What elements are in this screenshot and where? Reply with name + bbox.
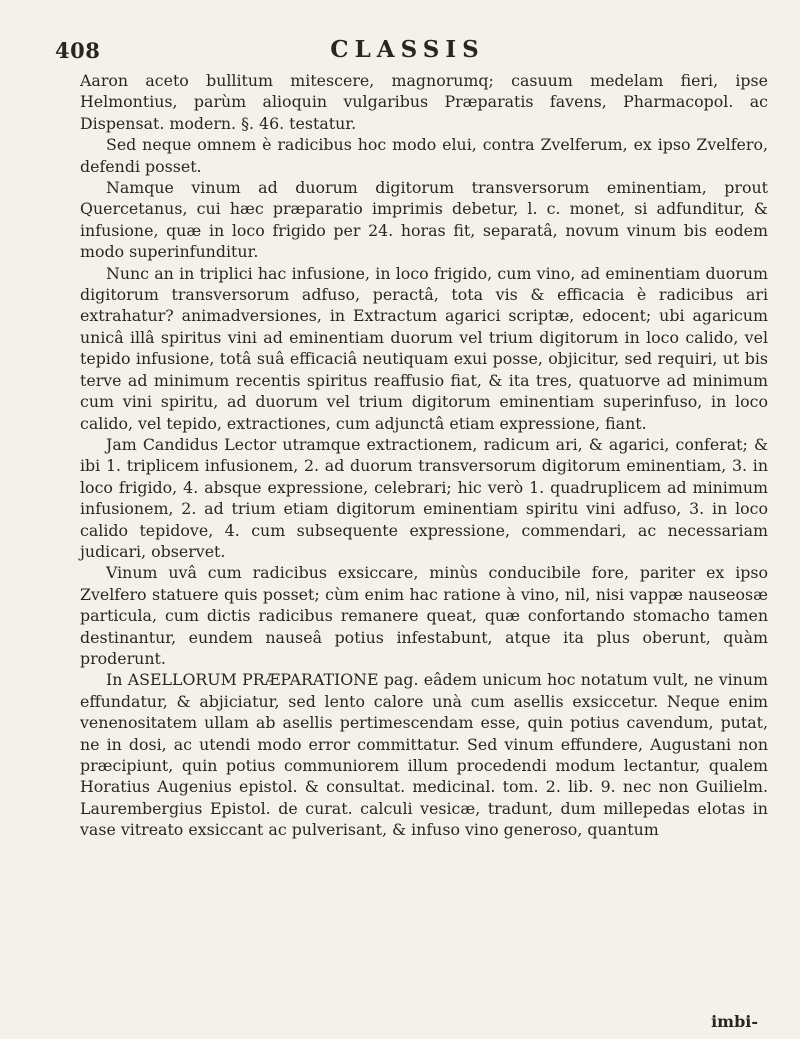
paragraph: Namque vinum ad duorum digitorum transversorum eminentiam, prout Quercetanus, cui hæc præparatio imprimis debetur, l. c. monet, si adfunditur, & infusione, quæ in loco frigido per 24. horas fit, separatâ, novum vinum bis eodem modo superinfunditur. bbox=[80, 178, 768, 262]
paragraph: In ASELLORUM PRÆPARATIONE pag. eâdem unicum hoc notatum vult, ne vinum effundatur, & abjiciatur, sed lento calore unà cum asellis exsiccetur. Neque enim venenositatem ullam ab asellis pertimescendam esse, quin potius cavendum, putat, ne in dosi, ac utendi modo error committatur. Sed vinum effundere, Augustani non præcipiunt, quin potius communiorem illum procedendi modum lectantur, qualem Horatius Augenius epistol. & consultat. medicinal. tom. 2. lib. 9. nec non Guilielm. Laurembergius Epistol. de curat. calculi vesicæ, tradunt, dum millepedas elotas in vase vitreato exsiccant ac pulverisant, & infuso vino generoso, quantum bbox=[80, 670, 768, 840]
body-text bbox=[80, 70, 768, 841]
page-header bbox=[55, 38, 760, 70]
paragraph: Aaron aceto bullitum mitescere, magnorumq; casuum medelam fieri, ipse Helmontius, parùm alioquin vulgaribus Præparatis favens, Pharmacopol. ac Dispensat. modern. §. 46. testatur. bbox=[80, 71, 768, 133]
paragraph: Vinum uvâ cum radicibus exsiccare, minùs conducibile fore, pariter ex ipso Zvelfero statuere quis posset; cùm enim hac ratione à vino, nil, nisi vappæ nauseosæ particula, cum dictis radicibus remanere queat, quæ confortando stomacho tamen destinantur, eundem nauseâ potius infestabunt, atque ita plus oberunt, quàm proderunt. bbox=[80, 563, 768, 668]
paragraph: Sed neque omnem è radicibus hoc modo elui, contra Zvelferum, ex ipso Zvelfero, defendi posset. bbox=[80, 135, 768, 176]
running-title: CLASSIS bbox=[330, 36, 485, 63]
catchword: imbi- bbox=[711, 1012, 758, 1031]
paragraph: Nunc an in triplici hac infusione, in loco frigido, cum vino, ad eminentiam duorum digitorum transversorum adfuso, peractâ, tota vis & efficacia è radicibus ari extrahatur? animadversiones, in Extractum agarici scriptæ, edocent; ubi agaricum unicâ illâ spiritus vini ad eminentiam duorum vel trium digitorum in loco calido, vel tepido infusione, totâ suâ efficaciâ neutiquam exui posse, objicitur, sed requiri, ut bis terve ad minimum recentis spiritus reaffusio fiat, & ita tres, quatuorve ad minimum cum vini spiritu, ad duorum vel trium digitorum eminentiam superinfuso, in loco calido, vel tepido, extractiones, cum adjunctâ etiam expressione, fiant. bbox=[80, 263, 768, 433]
page-number: 408 bbox=[55, 38, 101, 63]
paragraph: Jam Candidus Lector utramque extractionem, radicum ari, & agarici, conferat; & ibi 1. triplicem infusionem, 2. ad duorum transversorum digitorum eminentiam, 3. in loco frigido, 4. absque expressione, celebrari; hic verò 1. quadruplicem ad minimum infusionem, 2. ad trium etiam digitorum eminentiam spiritu vini adfuso, 3. in loco calido tepidove, 4. cum subsequente expressione, commendari, ac necessariam judicari, observet. bbox=[80, 434, 768, 561]
